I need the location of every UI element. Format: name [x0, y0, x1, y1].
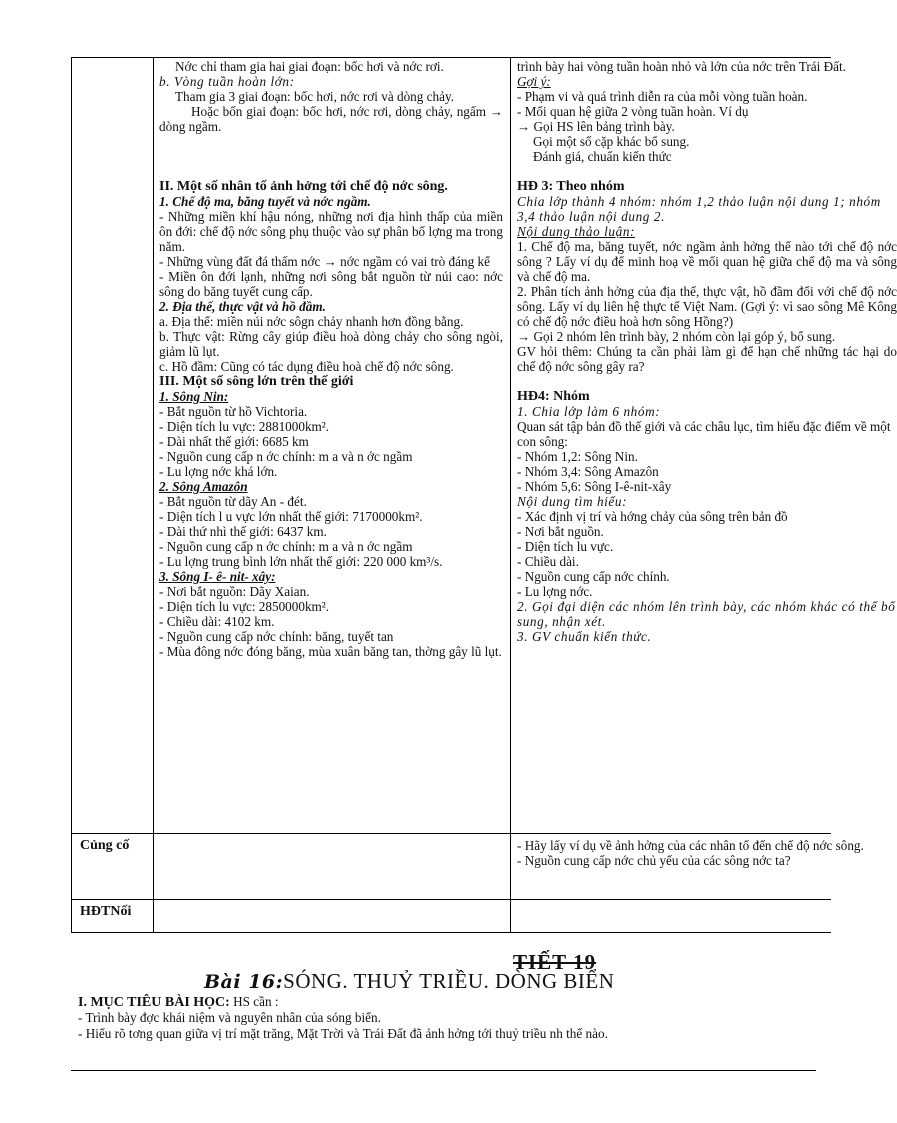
text-line: Tham gia 3 giai đoạn: bốc hơi, nớc rơi và dòng chảy. — [175, 89, 454, 104]
text-line: 3. Sông I- ê- nit- xây: — [159, 569, 276, 584]
text-line: Nội dung tìm hiểu: — [517, 494, 628, 509]
objective-line-2: - Hiểu rõ tơng quan giữa vị trí mặt trăng, Mặt Trời và Trái Đất đã ảnh hởng tới thuỷ triều nh thế nào. — [78, 1026, 608, 1041]
text-line: - Diện tích lu vực: 2881000km². — [159, 419, 330, 434]
text-line: - Những miền khí hậu nóng, những nơi địa hình thấp của miền ôn đới: chế độ nớc sông phụ thuộc vào sự phân bố lợng ma trong năm. — [159, 209, 503, 254]
text-line: → Gọi HS lên bảng trình bày. — [517, 119, 675, 134]
text-line: - Dài thứ nhì thế giới: 6437 km. — [159, 524, 327, 539]
text-line: a. Địa thế: miền núi nớc sôgn chảy nhanh hơn đồng bằng. — [159, 314, 464, 329]
lesson-title: SÓNG. THUỶ TRIỀU. DÒNG BIỂN — [283, 969, 615, 993]
text-line: Hoặc bốn giai đoạn: bốc hơi, nớc rơi, dòng chảy, ngấm → dòng ngầm. — [159, 104, 503, 134]
activities-cell — [517, 59, 897, 831]
text-line: - Xác định vị trí và hớng chảy của sông trên bản đồ — [517, 509, 788, 524]
text-line: - Nguồn cung cấp nớc chính. — [517, 569, 670, 584]
row-label-cung-co: Củng cố — [80, 838, 130, 853]
spacer — [517, 374, 897, 389]
text-line: - Những vùng đất đá thấm nớc → nớc ngầm có vai trò đáng kể — [159, 254, 490, 269]
text-line: Gợi ý: — [517, 74, 551, 89]
text-line: 2. Phân tích ảnh hởng của địa thế, thực vật, hồ đầm đối với chế độ nớc sông. Lấy ví dụ liên hệ thực tế Việt Nam. (Gợi ý: vì sao sông Mê Kông có chế độ nớc điều hoà hơn sông Hồng?) — [517, 284, 897, 329]
text-line: Đánh giá, chuẩn kiến thức — [533, 149, 672, 164]
text-line: 1. Chế độ ma, băng tuyết, nớc ngầm ảnh hởng thế nào tới chế độ nớc sông ? Lấy ví dụ để minh hoạ về mối quan hệ giữa chế độ ma và sông và chế độ ma. — [517, 239, 897, 284]
spacer — [517, 164, 897, 179]
cung-co-column — [517, 838, 897, 868]
text-line: 2. Sông Amazôn — [159, 479, 248, 494]
text-line: - Nhóm 3,4: Sông Amazôn — [517, 464, 659, 479]
text-line: Gọi một số cặp khác bổ sung. — [533, 134, 690, 149]
text-line: trình bày hai vòng tuần hoàn nhỏ và lớn của nớc trên Trái Đất. — [517, 59, 846, 74]
row-label-hdtn: HĐTNối — [80, 904, 132, 919]
table-border-bottom — [71, 932, 831, 933]
text-line: - Dài nhất thế giới: 6685 km — [159, 434, 309, 449]
text-line: - Diện tích lu vực: 2850000km². — [159, 599, 330, 614]
main-content-cell — [159, 59, 503, 831]
text-line: Chia lớp thành 4 nhóm: nhóm 1,2 thảo luận nội dung 1; nhóm 3,4 thảo luận nội dung 2. — [517, 194, 881, 224]
lesson-title-heading — [204, 969, 615, 993]
lesson-label: Bài 16: — [204, 971, 284, 993]
text-line: 2. Gọi đại diện các nhóm lên trình bày, các nhóm khác có thể bổ sung, nhận xét. — [517, 599, 896, 629]
text-line: - Nhóm 5,6: Sông I-ê-nit-xây — [517, 479, 672, 494]
text-line: - Diện tích l u vực lớn nhất thế giới: 7170000km². — [159, 509, 423, 524]
text-line: III. Một số sông lớn trên thế giới — [159, 374, 354, 389]
text-line: Nội dung thảo luận: — [517, 224, 636, 239]
text-line: - Chiều dài: 4102 km. — [159, 614, 275, 629]
text-line: 3. GV chuẩn kiến thức. — [517, 629, 652, 644]
text-line: - Nguồn cung cấp nớc chủ yếu của các sông nớc ta? — [517, 853, 791, 868]
text-line: - Lu lợng trung bình lớn nhất thế giới: 220 000 km³/s. — [159, 554, 443, 569]
page-bottom-rule — [71, 1070, 816, 1071]
lesson-table — [71, 57, 897, 933]
objective-line-1: - Trình bày đợc khái niệm và nguyên nhân của sóng biển. — [78, 1010, 381, 1025]
text-line: b. Vòng tuần hoàn lớn: — [159, 74, 295, 89]
table-column-divider-1 — [153, 57, 154, 933]
text-line: - Nguồn cung cấp nớc chính: băng, tuyết tan — [159, 629, 394, 644]
text-line: - Lu lợng nớc khá lớn. — [159, 464, 278, 479]
table-border-left — [71, 57, 72, 933]
text-line: - Lu lợng nớc. — [517, 584, 593, 599]
text-line: c. Hồ đầm: Cũng có tác dụng điều hoà chế độ nớc sông. — [159, 359, 454, 374]
objectives-suffix: HS cần : — [229, 994, 279, 1009]
text-line: - Nguồn cung cấp n ớc chính: m a và n ớc ngầm — [159, 449, 413, 464]
text-line: - Hãy lấy ví dụ về ảnh hởng của các nhân tố đến chế độ nớc sông. — [517, 838, 864, 853]
text-line: 1. Chia lớp làm 6 nhóm: — [517, 404, 661, 419]
text-line: Quan sát tập bản đồ thế giới và các châu lục, tìm hiểu đặc điểm về một con sông: — [517, 419, 891, 449]
activities-column — [517, 59, 897, 644]
text-line: GV hỏi thêm: Chúng ta cần phải làm gì để hạn chế những tác hại do chế độ nớc sông gây ra? — [517, 344, 897, 374]
content-column — [159, 59, 503, 659]
text-line: - Mùa đông nớc đóng băng, mùa xuân băng tan, thờng gây lũ lụt. — [159, 644, 502, 659]
text-line: - Diện tích lu vực. — [517, 539, 614, 554]
table-column-divider-2 — [510, 57, 511, 933]
table-border-top — [71, 57, 831, 58]
text-line: HĐ 3: Theo nhóm — [517, 179, 625, 194]
text-line: HĐ4: Nhóm — [517, 389, 590, 404]
text-line: 1. Sông Nin: — [159, 389, 229, 404]
text-line: 1. Chế độ ma, băng tuyết và nớc ngầm. — [159, 194, 371, 209]
text-line: - Bắt nguồn từ hồ Vichtoria. — [159, 404, 308, 419]
text-line: - Nguồn cung cấp n ớc chính: m a và n ớc ngầm — [159, 539, 413, 554]
spacer — [159, 134, 503, 164]
text-line: - Miền ôn đới lạnh, những nơi sông bắt nguồn từ núi cao: nớc sông do băng tuyết cung cấp. — [159, 269, 503, 299]
text-line: b. Thực vật: Rừng cây giúp điều hoà dòng chảy cho sông ngòi, giảm lũ lụt. — [159, 329, 503, 359]
text-line: - Nơi bắt nguồn. — [517, 524, 604, 539]
text-line: - Phạm vi và quá trình diễn ra của mỗi vòng tuần hoàn. — [517, 89, 808, 104]
objectives-heading: I. MỤC TIÊU BÀI HỌC: — [78, 995, 230, 1010]
spacer — [159, 164, 503, 179]
lesson-number-heading: TIẾT 19 — [513, 950, 597, 974]
text-line: - Chiều dài. — [517, 554, 579, 569]
text-line: - Bắt nguồn từ dãy An - đét. — [159, 494, 307, 509]
text-line: - Nơi bắt nguồn: Dãy Xaian. — [159, 584, 310, 599]
text-line: - Nhóm 1,2: Sông Nin. — [517, 449, 638, 464]
text-line: - Mối quan hệ giữa 2 vòng tuần hoàn. Ví dụ — [517, 104, 749, 119]
cung-co-cell — [517, 838, 864, 898]
text-line: → Gọi 2 nhóm lên trình bày, 2 nhóm còn lại góp ý, bổ sung. — [517, 329, 836, 344]
table-row-divider-1 — [71, 833, 831, 834]
text-line: 2. Địa thế, thực vật và hồ đầm. — [159, 299, 326, 314]
table-row-divider-2 — [71, 899, 831, 900]
text-line: Nớc chỉ tham gia hai giai đoạn: bốc hơi và nớc rơi. — [175, 59, 444, 74]
text-line: II. Một số nhân tố ảnh hởng tới chế độ nớc sông. — [159, 179, 448, 194]
objectives-heading-line — [78, 994, 818, 1010]
